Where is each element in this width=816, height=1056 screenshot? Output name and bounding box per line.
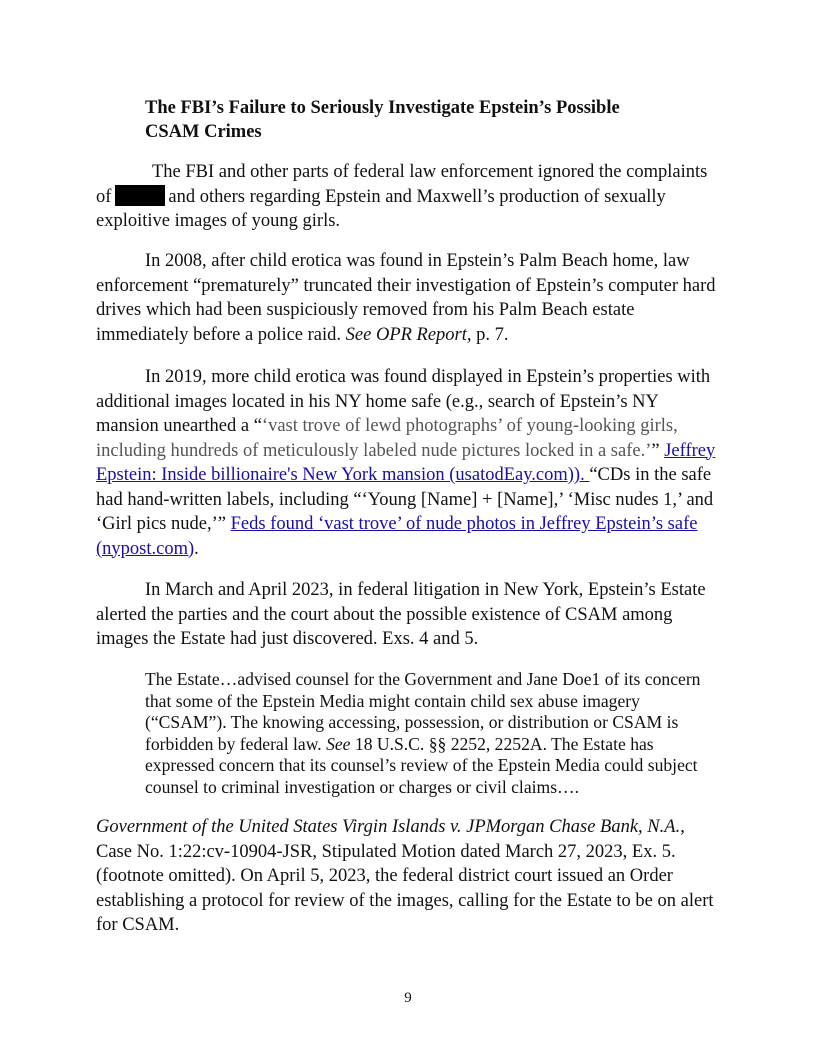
p1-text-before: The FBI and other parts of federal law enforcement ignored the complaints of <box>96 162 708 207</box>
heading-line-2: CSAM Crimes <box>145 122 262 142</box>
nypost-link[interactable]: Feds found ‘vast trove’ of nude photos in Jeffrey Epstein’s safe (nypost.com) <box>96 514 698 559</box>
quote-text-2: 18 U.S.C. §§ 2252, 2252A. The Estate has expressed concern that its counsel’s review of the Epstein Media could subject counsel to criminal investigation or charges or civil claims…. <box>145 733 698 797</box>
p2-citation: See OPR Report, <box>345 324 472 345</box>
p3-end: . <box>194 538 199 559</box>
p1-text-after: and others regarding Epstein and Maxwell’s production of sexually exploitive images of young girls. <box>96 186 666 231</box>
block-quote <box>145 669 715 798</box>
section-heading <box>145 96 705 144</box>
usatoday-link[interactable]: Jeffrey Epstein: Inside billionaire's New York mansion (usatodEay.com)). <box>96 440 716 485</box>
p3-lead: In 2019, more child erotica was found displayed in Epstein’s properties with additional images located in his NY home safe (e.g., search of Epstein’s NY mansion unearthed a “ <box>96 367 711 436</box>
paragraph-2023 <box>96 578 724 652</box>
p2-text: In 2008, after child erotica was found in Epstein’s Palm Beach home, law enforcement “prematurely” truncated their investigation of Epstein’s computer hard drives which had been suspiciously removed from his Palm Beach estate immediately before a police raid. <box>96 251 716 345</box>
quote-see: See <box>326 733 351 754</box>
paragraph-fbi-ignored <box>96 160 724 234</box>
p3-quote: ‘vast trove of lewd photographs’ of young-looking girls, including hundreds of meticulously labeled nude pictures locked in a safe.’ <box>96 416 678 461</box>
p5-text: , Case No. 1:22:cv-10904-JSR, Stipulated Motion dated March 27, 2023, Ex. 5. (footnote omitted). On April 5, 2023, the federal district court issued an Order establishing a protocol for review of the images, calling for the Estate to be on alert for CSAM. <box>96 817 714 935</box>
p3-mid: “CDs in the safe had hand-written labels, including “‘Young [Name] + [Name],’ ‘Misc nudes 1,’ and ‘Girl pics nude,’” <box>96 465 714 534</box>
redaction-box <box>115 185 165 206</box>
case-name: Government of the United States Virgin Islands v. JPMorgan Chase Bank, N.A. <box>96 817 681 837</box>
paragraph-2008 <box>96 249 724 347</box>
p2-citation-page: p. 7. <box>471 324 509 345</box>
quote-text-1: The Estate…advised counsel for the Government and Jane Doe1 of its concern that some of the Epstein Media might contain child sex abuse imagery (“CSAM”). The knowing accessing, possession, or distribution or CSAM is forbidden by federal law. <box>145 669 701 754</box>
paragraph-case-citation <box>96 815 724 938</box>
p4-text: In March and April 2023, in federal litigation in New York, Epstein’s Estate alerted the parties and the court about the possible existence of CSAM among images the Estate had just discovered. Exs. 4 and 5. <box>96 580 706 649</box>
heading-line-1: The FBI’s Failure to Seriously Investigate Epstein’s Possible <box>145 98 620 118</box>
p3-quote-close: ” <box>651 440 660 461</box>
paragraph-2019 <box>96 365 724 561</box>
page-number: 9 <box>404 990 412 1006</box>
